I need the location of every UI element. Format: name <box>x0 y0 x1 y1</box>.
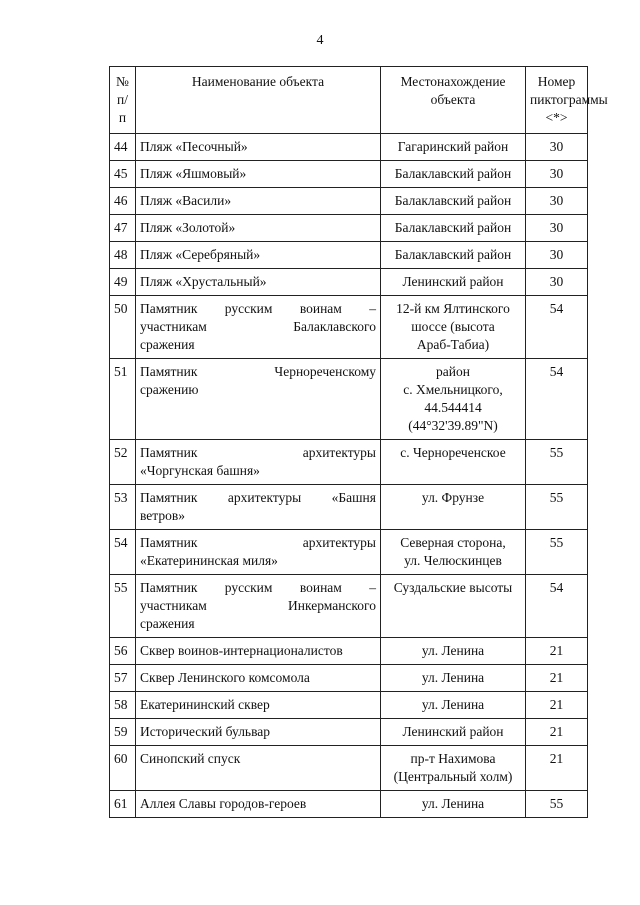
object-location <box>381 530 526 575</box>
page-number: 4 <box>316 33 324 48</box>
object-location-line: ул. Ленина <box>421 670 485 685</box>
object-name-line: Пляж «Васили» <box>140 193 232 208</box>
object-name <box>136 161 381 188</box>
pictogram-number: 54 <box>526 296 588 359</box>
header-name: Наименование объекта <box>136 67 381 134</box>
object-name-line: сражения <box>140 616 195 631</box>
pictogram-number: 30 <box>526 161 588 188</box>
pictogram-number: 30 <box>526 215 588 242</box>
object-location-line: Балаклавский район <box>394 220 512 235</box>
table-row <box>110 242 588 269</box>
object-location <box>381 269 526 296</box>
object-name <box>136 359 381 440</box>
object-location-line: Ленинский район <box>402 724 504 739</box>
object-name-line: Памятник архитектуры <box>140 535 376 550</box>
table-row <box>110 791 588 818</box>
object-location-line: ул. Челюскинцев <box>404 553 502 568</box>
row-number: 56 <box>110 638 136 665</box>
object-name-line: участникам Инкерманского <box>140 598 376 613</box>
table-row <box>110 269 588 296</box>
pictogram-number: 30 <box>526 188 588 215</box>
object-location <box>381 242 526 269</box>
header-num-line: № <box>116 74 129 89</box>
pictogram-number: 55 <box>526 485 588 530</box>
object-location <box>381 791 526 818</box>
pictogram-number: 55 <box>526 791 588 818</box>
object-location <box>381 746 526 791</box>
object-location-line: ул. Ленина <box>421 697 485 712</box>
object-name <box>136 188 381 215</box>
row-number: 48 <box>110 242 136 269</box>
table-row <box>110 719 588 746</box>
objects-table <box>109 66 608 818</box>
row-number: 46 <box>110 188 136 215</box>
object-name <box>136 746 381 791</box>
object-name-line: сражения <box>140 337 195 352</box>
object-location-line: район <box>436 364 470 379</box>
table-row <box>110 746 588 791</box>
object-name-line: Пляж «Яшмовый» <box>140 166 247 181</box>
object-name <box>136 638 381 665</box>
pictogram-number: 30 <box>526 269 588 296</box>
header-code-line: пиктограммы <box>530 92 608 107</box>
row-number: 61 <box>110 791 136 818</box>
header-code-line: <*> <box>545 110 568 125</box>
row-number: 49 <box>110 269 136 296</box>
row-number: 54 <box>110 530 136 575</box>
object-location-line: ул. Фрунзе <box>421 490 485 505</box>
object-name-line: Екатерининский сквер <box>140 697 270 712</box>
object-name <box>136 269 381 296</box>
header-num-line: п/п <box>117 92 128 125</box>
table-row <box>110 692 588 719</box>
object-name-line: участникам Балаклавского <box>140 319 376 334</box>
object-name-line: Пляж «Песочный» <box>140 139 248 154</box>
table-row <box>110 530 588 575</box>
object-location-line: ул. Ленина <box>421 796 485 811</box>
object-name <box>136 242 381 269</box>
table-row <box>110 161 588 188</box>
object-location-line: ул. Ленина <box>421 643 485 658</box>
header-location-line: Местонахождение <box>400 74 506 89</box>
object-name-line: Памятник русским воинам – <box>140 580 376 595</box>
object-name-line: «Чоргунская башня» <box>140 463 260 478</box>
table-row <box>110 638 588 665</box>
object-location <box>381 161 526 188</box>
object-name <box>136 575 381 638</box>
row-number: 50 <box>110 296 136 359</box>
table-row <box>110 665 588 692</box>
object-name-line: Памятник архитектуры «Башня <box>140 490 376 505</box>
pictogram-number: 21 <box>526 746 588 791</box>
object-location-line: Балаклавский район <box>394 166 512 181</box>
object-location <box>381 638 526 665</box>
pictogram-number: 21 <box>526 665 588 692</box>
row-number: 52 <box>110 440 136 485</box>
table-row <box>110 485 588 530</box>
object-location <box>381 692 526 719</box>
object-location <box>381 575 526 638</box>
object-location-line: (44°32'39.89"N) <box>408 418 498 433</box>
object-location-line: Араб-Табиа) <box>416 337 490 352</box>
object-location <box>381 440 526 485</box>
object-location-line: с. Чернореченское <box>400 445 506 460</box>
header-location <box>381 67 526 134</box>
object-name-line: Памятник архитектуры <box>140 445 376 460</box>
table-row <box>110 575 588 638</box>
object-name-line: Исторический бульвар <box>140 724 271 739</box>
pictogram-number: 30 <box>526 242 588 269</box>
object-name <box>136 719 381 746</box>
row-number: 57 <box>110 665 136 692</box>
object-name-line: Памятник Чернореченскому <box>140 364 376 379</box>
object-location <box>381 188 526 215</box>
object-location <box>381 665 526 692</box>
pictogram-number: 30 <box>526 134 588 161</box>
table-row <box>110 134 588 161</box>
header-num <box>110 67 136 134</box>
object-location-line: Ленинский район <box>402 274 504 289</box>
object-name-line: Сквер Ленинского комсомола <box>140 670 310 685</box>
object-location-line: Гагаринский район <box>397 139 509 154</box>
table-row <box>110 188 588 215</box>
pictogram-number: 54 <box>526 575 588 638</box>
object-name-line: Пляж «Золотой» <box>140 220 236 235</box>
pictogram-number: 21 <box>526 638 588 665</box>
object-name <box>136 692 381 719</box>
object-location-line: Северная сторона, <box>400 535 506 550</box>
row-number: 44 <box>110 134 136 161</box>
object-name <box>136 530 381 575</box>
pictogram-number: 21 <box>526 692 588 719</box>
object-location-line: с. Хмельницкого, <box>403 382 503 397</box>
pictogram-number: 55 <box>526 530 588 575</box>
object-name-line: «Екатерининская миля» <box>140 553 278 568</box>
object-name-line: сражению <box>140 382 199 397</box>
object-name <box>136 296 381 359</box>
object-location-line: Балаклавский район <box>394 247 512 262</box>
object-location-line: шоссе (высота <box>411 319 495 334</box>
object-name-line: Синопский спуск <box>140 751 241 766</box>
row-number: 60 <box>110 746 136 791</box>
row-number: 51 <box>110 359 136 440</box>
table-row <box>110 440 588 485</box>
object-location-line: Балаклавский район <box>394 193 512 208</box>
row-number: 45 <box>110 161 136 188</box>
object-name <box>136 791 381 818</box>
object-name <box>136 485 381 530</box>
table-header <box>110 67 608 134</box>
table-body <box>110 134 588 818</box>
object-name <box>136 215 381 242</box>
object-location-line: пр-т Нахимова <box>410 751 496 766</box>
pictogram-number: 54 <box>526 359 588 440</box>
object-name <box>136 134 381 161</box>
object-name-line: ветров» <box>140 508 185 523</box>
table-row <box>110 296 588 359</box>
row-number: 53 <box>110 485 136 530</box>
object-name-line: Сквер воинов-интернационалистов <box>140 643 343 658</box>
object-name-line: Пляж «Серебряный» <box>140 247 261 262</box>
object-location-line: 44.544414 <box>424 400 482 415</box>
header-location-line: объекта <box>430 92 476 107</box>
header-code <box>526 67 608 134</box>
table-row <box>110 215 588 242</box>
pictogram-number: 21 <box>526 719 588 746</box>
object-location <box>381 485 526 530</box>
object-name-line: Аллея Славы городов-героев <box>140 796 307 811</box>
row-number: 58 <box>110 692 136 719</box>
row-number: 55 <box>110 575 136 638</box>
row-number: 59 <box>110 719 136 746</box>
object-location <box>381 719 526 746</box>
object-location <box>381 134 526 161</box>
row-number: 47 <box>110 215 136 242</box>
pictogram-number: 55 <box>526 440 588 485</box>
object-name-line: Пляж «Хрустальный» <box>140 274 267 289</box>
object-name-line: Памятник русским воинам – <box>140 301 376 316</box>
object-location <box>381 215 526 242</box>
header-code-line: Номер <box>537 74 576 89</box>
object-location <box>381 296 526 359</box>
object-location-line: (Центральный холм) <box>393 769 513 784</box>
table-row <box>110 359 588 440</box>
object-location <box>381 359 526 440</box>
object-location-line: 12-й км Ялтинского <box>396 301 510 316</box>
object-location-line: Суздальские высоты <box>393 580 513 595</box>
object-name <box>136 440 381 485</box>
object-name <box>136 665 381 692</box>
